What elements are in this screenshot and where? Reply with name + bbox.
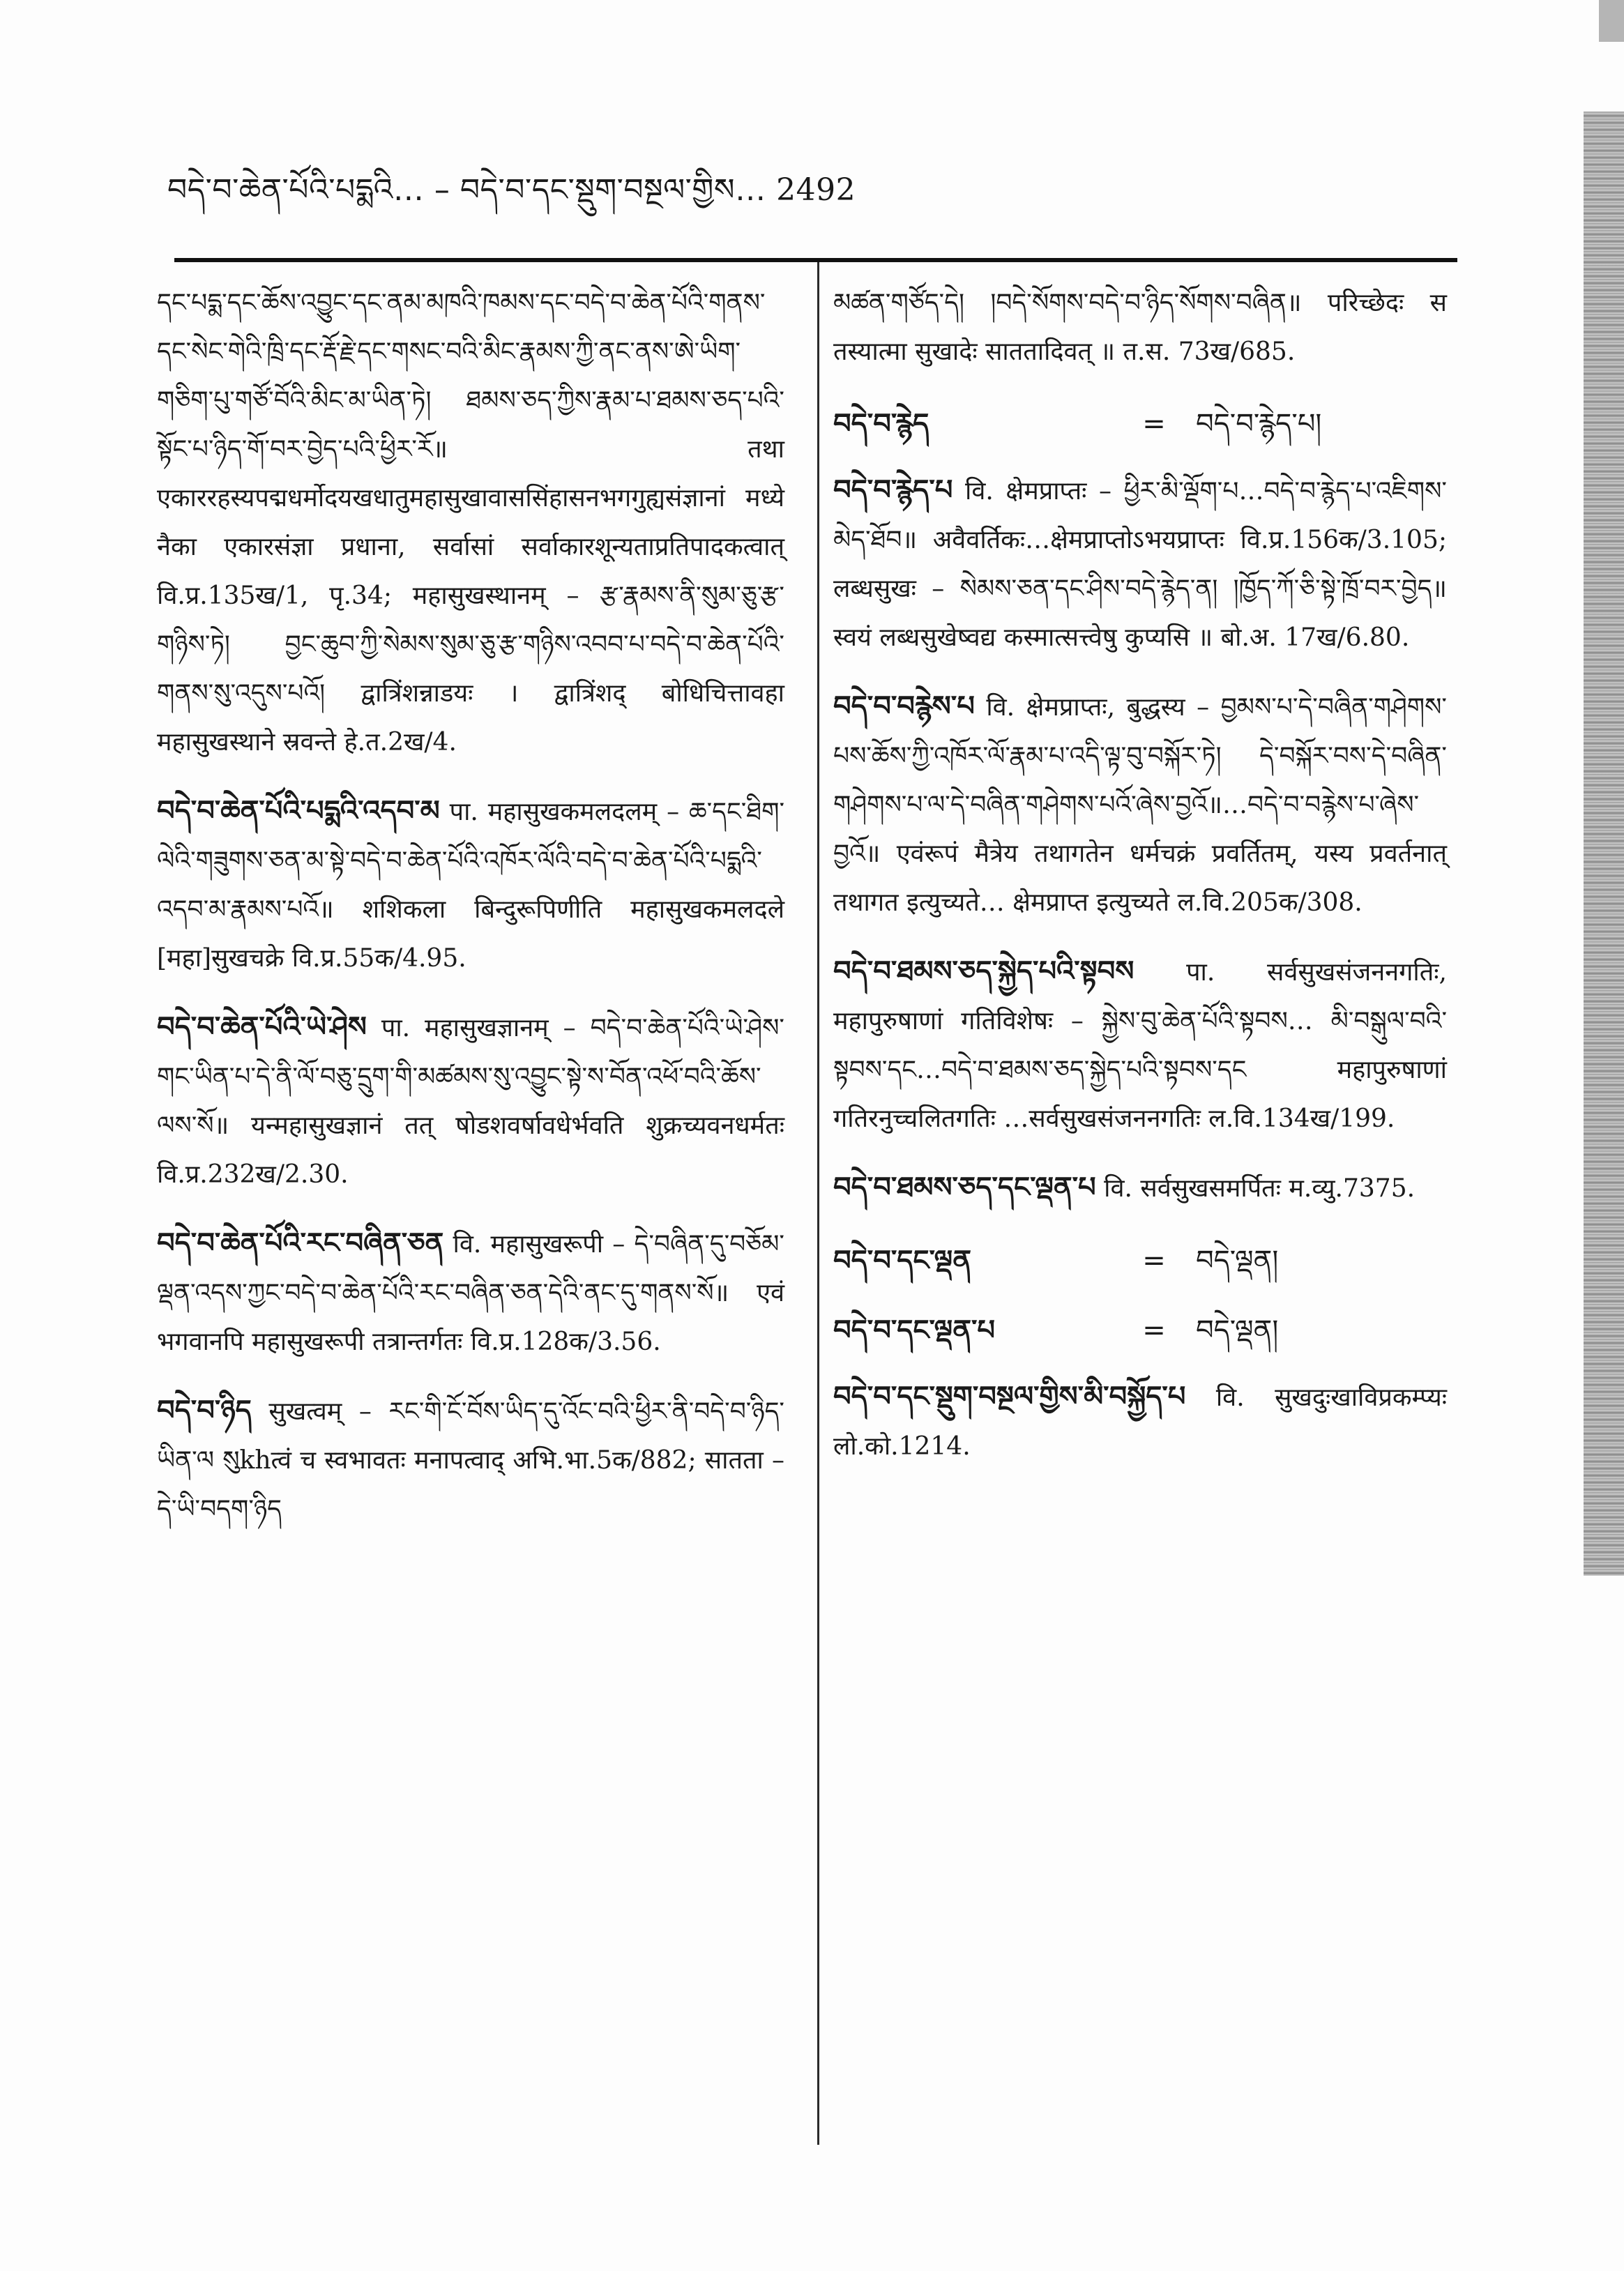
dictionary-entry <box>157 279 784 767</box>
page-number: 2492 <box>776 172 856 208</box>
entry-text: वि. सर्वसुखसमर्पितः म.व्यु.7375. <box>1104 1174 1416 1203</box>
cross-reference-row <box>833 1233 1447 1289</box>
entry-text: वि. क्षेमप्राप्तः – ཕྱིར་མི་ལྡོག་པ…བདེ་བ་རྙེད་པ་འཇིགས་མེད་ཐོབ॥ अवैवर्तिकः…क्षेमप्राप्तोऽभयप्राप्तः वि.प्र.156क/3.105; लब्धसुखः – སེམས་ཅན་དང་ཤིས་བདེ་རྙེད་ན། །ཁྱོད་ཀོ་ཅི་སྟེ་ཁྲོ་བར་བྱེད॥ स्वयं लब्धसुखेष्वद्य कस्मात्सत्त्वेषु कुप्यसि ॥ बो.अ. 17ख/6.80. <box>833 477 1447 652</box>
dictionary-entry <box>157 1003 784 1199</box>
cross-reference-row <box>833 1302 1447 1358</box>
entry-headword: བདེ་བ་དང་ལྡན <box>833 1245 971 1277</box>
entry-headword: བདེ་བ་ཉིད <box>157 1395 252 1427</box>
dictionary-entry <box>157 1386 784 1534</box>
cross-reference-target: བདེ་བ་རྙེད་པ། <box>1196 408 1322 440</box>
header-left-headword: བདེ་བ་ཆེན་པོའི་པདྨའི… <box>167 172 425 208</box>
entry-headword: བདེ་བ་དང་ལྡན་པ <box>833 1314 996 1346</box>
equals-sign: = <box>1142 408 1166 440</box>
entry-text: वि. सुखदुःखाविप्रकम्प्यः लो.को.1214. <box>833 1383 1447 1461</box>
entry-text: དང་པདྨ་དང་ཆོས་འབྱུང་དང་ནམ་མཁའི་ཁམས་དང་བདེ་བ་ཆེན་པོའི་གནས་དང་སེང་གེའི་ཁྲི་དང་རྡོ་རྗེ་དང་གསང་བའི་མིང་རྣམས་ཀྱི་ནང་ནས་ཨེ་ཡིག་གཅིག་པུ་གཙོ་བོའི་མིང་མ་ཡིན་ཏེ། ཐམས་ཅད་ཀྱིས་རྣམ་པ་ཐམས་ཅད་པའི་སྟོང་པ་ཉིད་གོ་བར་བྱེད་པའི་ཕྱིར་རོ॥ तथा एकाररहस्यपद्मधर्मोदयखधातुमहासुखावाससिंहासनभगगुह्यसंज्ञानां मध्ये नैका एकारसंज्ञा प्रधाना, सर्वासां सर्वाकारशून्यताप्रतिपादकत्वात् वि.प्र.135ख/1, पृ.34; महासुखस्थानम् – རྩ་རྣམས་ནི་སུམ་ཅུ་རྩ་གཉིས་ཏེ། བྱང་ཆུབ་ཀྱི་སེམས་སུམ་ཅུ་རྩ་གཉིས་འབབ་པ་བདེ་བ་ཆེན་པོའི་གནས་སུ་འདུས་པའོ། द्वात्रिंशन्नाडयः । द्वात्रिंशद् बोधिचित्तावहा महासुखस्थाने स्रवन्ते हे.त.2ख/4. <box>157 289 784 757</box>
dictionary-entry <box>833 279 1447 377</box>
entry-headword: བདེ་བ་ཆེན་པོའི་པདྨའི་འདབ་མ <box>157 795 440 827</box>
entry-text: पा. महासुखज्ञानम् – བདེ་བ་ཆེན་པོའི་ཡེ་ཤེས་གང་ཡིན་པ་དེ་ནི་ལོ་བཅུ་དྲུག་གི་མཚམས་སུ་འབྱུང་སྟེ་ས་བོན་འཕོ་བའི་ཆོས་ལས་སོ॥ यन्महासुखज्ञानं तत् षोडशवर्षावधेर्भवति शुक्रच्यवनधर्मतः वि.प्र.232ख/2.30. <box>157 1014 784 1189</box>
dictionary-entry <box>833 682 1447 927</box>
entry-headword: བདེ་བ་ཐམས་ཅད་སྐྱེད་པའི་སྟབས <box>833 955 1134 987</box>
entry-headword: བདེ་བ་ཐམས་ཅད་དང་ལྡན་པ <box>833 1171 1096 1203</box>
dictionary-entry <box>157 787 784 983</box>
entry-headword: བདེ་བ་རྙེད་པ <box>833 474 953 506</box>
column-divider <box>817 262 819 2145</box>
running-header <box>167 159 865 222</box>
header-right-headword: བདེ་བ་དང་སྡུག་བསྔལ་གྱིས… <box>460 172 766 208</box>
header-rule <box>174 258 1457 262</box>
entry-headword: བདེ་བ་རྙེད <box>833 408 929 440</box>
dictionary-entry <box>157 1219 784 1367</box>
entry-text: མཚན་གཙོད་དེ། །བདེ་སོགས་བདེ་བ་ཉིད་སོགས་བཞིན॥ परिच्छेदः स तस्यात्मा सुखादेः साततादिवत् ॥ त.स. 73ख/685. <box>833 289 1447 366</box>
entry-text: सुखत्वम् – རང་གི་ངོ་བོས་ཡིད་དུ་འོང་བའི་ཕྱིར་ནི་བདེ་བ་ཉིད་ཡིན་ལ སུkhत्वं च स्वभावतः मनापत्वाद् अभि.भा.5क/882; सातता – དེ་ཡི་བདག་ཉིད <box>157 1397 784 1524</box>
right-column <box>833 279 1447 1491</box>
entry-headword: བདེ་བ་ཆེན་པོའི་ཡེ་ཤེས <box>157 1011 367 1043</box>
header-dash: – <box>434 172 450 208</box>
left-column <box>157 279 784 1554</box>
cross-reference-row <box>833 396 1447 452</box>
cross-reference-target: བདེ་ལྡན། <box>1196 1245 1279 1277</box>
dictionary-entry <box>833 1163 1447 1213</box>
entry-text: वि. क्षेमप्राप्तः, बुद्धस्य – བྱམས་པ་དེ་བཞིན་གཤེགས་པས་ཆོས་ཀྱི་འཁོར་ལོ་རྣམ་པ་འདི་ལྟ་བུ་བསྐོར་ཏེ། དེ་བསྐོར་བས་དེ་བཞིན་གཤེགས་པ་ལ་དེ་བཞིན་གཤེགས་པའོ་ཞེས་བྱའོ॥…བདེ་བ་བརྙེས་པ་ཞེས་བྱའོ॥ एवंरूपं मैत्रेय तथागतेन धर्मचक्रं प्रवर्तितम्, यस्य प्रवर्तनात् तथागत इत्युच्यते… क्षेमप्राप्त इत्युच्यते ल.वि.205क/308. <box>833 693 1447 917</box>
entry-text: वि. महासुखरूपी – དེ་བཞིན་དུ་བཅོམ་ལྡན་འདས་ཀྱང་བདེ་བ་ཆེན་པོའི་རང་བཞིན་ཅན་དེའི་ནང་དུ་གནས་སོ॥ एवं भगवानपि महासुखरूपी तत्रान्तर्गतः वि.प्र.128क/3.56. <box>157 1230 784 1356</box>
equals-sign: = <box>1142 1245 1166 1277</box>
scan-binding-edge <box>1584 112 1624 1576</box>
entry-headword: བདེ་བ་ཆེན་པོའི་རང་བཞིན་ཅན <box>157 1227 444 1259</box>
equals-sign: = <box>1142 1314 1166 1346</box>
dictionary-entry <box>833 466 1447 662</box>
dictionary-entry <box>833 1372 1447 1471</box>
entry-text: पा. सर्वसुखसंजननगतिः, महापुरुषाणां गतिविशेषः – སྐྱེས་བུ་ཆེན་པོའི་སྟབས… མི་བསྒུལ་བའི་སྟབས་དང…བདེ་བ་ཐམས་ཅད་སྐྱེད་པའི་སྟབས་དང महापुरुषाणां गतिरनुच्चलितगतिः …सर्वसुखसंजननगतिः ल.वि.134ख/199. <box>833 958 1447 1133</box>
cross-reference-target: བདེ་ལྡན། <box>1196 1314 1279 1346</box>
entry-headword: བདེ་བ་དང་སྡུག་བསྔལ་གྱིས་མི་བསྐྱོད་པ <box>833 1381 1186 1413</box>
entry-text: पा. महासुखकमलदलम् – ཆ་དང་ཐིག་ལེའི་གཟུགས་ཅན་མ་སྟེ་བདེ་བ་ཆེན་པོའི་འཁོར་ལོའི་བདེ་བ་ཆེན་པོའི་པདྨའི་འདབ་མ་རྣམས་པའོ॥ शशिकला बिन्दुरूपिणीति महासुखकमलदले [महा]सुखचक्रे वि.प्र.55क/4.95. <box>157 798 785 973</box>
scan-shadow-top <box>1599 0 1624 42</box>
dictionary-entry <box>833 947 1447 1144</box>
entry-headword: བདེ་བ་བརྙེས་པ <box>833 690 975 722</box>
